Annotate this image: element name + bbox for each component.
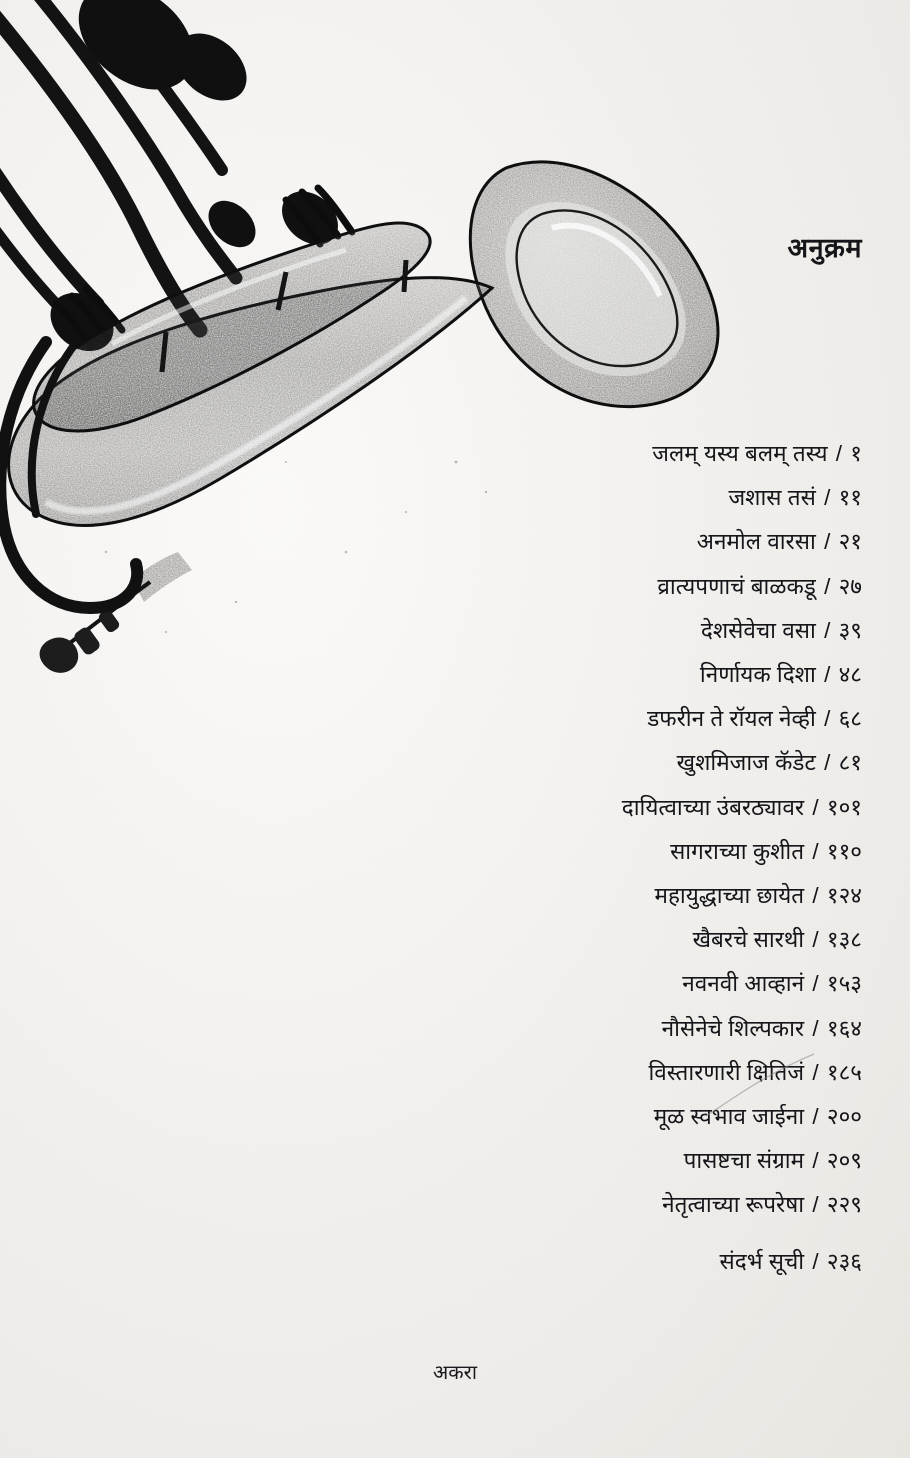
toc-entry-title: पासष्टचा संग्राम — [683, 1148, 805, 1174]
toc-entry — [0, 962, 862, 1006]
toc-entry-page: ३९ — [838, 617, 862, 643]
toc-entry-page: २०९ — [826, 1148, 862, 1174]
toc-entry-title: जशास तसं — [728, 485, 816, 511]
toc-entry-title: देशसेवेचा वसा — [700, 617, 816, 643]
toc-separator: / — [812, 883, 819, 909]
toc-separator: / — [812, 838, 819, 864]
toc-separator: / — [824, 662, 831, 688]
toc-entry — [0, 874, 862, 918]
toc-entry-page: १६४ — [826, 1015, 862, 1041]
toc-entry-page: २०० — [826, 1104, 862, 1130]
toc-entry-page: २३६ — [826, 1248, 862, 1274]
toc-entry-title: नेतृत्वाच्या रूपरेषा — [662, 1192, 805, 1218]
toc-separator: / — [812, 1248, 819, 1274]
toc-separator: / — [824, 485, 831, 511]
toc-entry-title: सागराच्या कुशीत — [670, 838, 805, 864]
toc-entry — [0, 1139, 862, 1183]
toc-entry-page: १८५ — [826, 1059, 862, 1085]
toc-entry-title: अनमोल वारसा — [696, 529, 816, 555]
toc-separator: / — [824, 529, 831, 555]
toc-entry — [0, 476, 862, 520]
toc-entry — [0, 432, 862, 476]
toc-separator: / — [824, 617, 831, 643]
toc-entry-title: नवनवी आव्हानं — [682, 971, 805, 997]
toc-separator: / — [835, 441, 843, 466]
toc-entry-title: मूळ स्वभाव जाईना — [653, 1104, 805, 1130]
toc-entry — [0, 653, 862, 697]
toc-entry-page: ११० — [826, 838, 862, 864]
toc-separator: / — [824, 750, 831, 776]
toc-entry-title: विस्तारणारी क्षितिजं — [648, 1059, 805, 1085]
toc-entry-title: खुशमिजाज कॅडेट — [676, 750, 816, 776]
toc-entry-title: जलम् यस्य बलम् तस्य — [652, 441, 828, 466]
toc-entry-title: महायुद्धाच्या छायेत — [654, 883, 805, 909]
toc-separator: / — [812, 1104, 819, 1130]
toc-entry-page: १२४ — [826, 883, 862, 909]
toc-entry — [0, 830, 862, 874]
toc-entry-page: १३८ — [826, 927, 862, 953]
toc-entry-page: १०१ — [826, 794, 862, 820]
toc-entry — [0, 1051, 862, 1095]
toc-entry — [0, 697, 862, 741]
toc-separator: / — [812, 1015, 819, 1041]
page-folio: अकरा — [433, 1362, 477, 1384]
toc-entry — [0, 741, 862, 785]
toc-entry-title: निर्णायक दिशा — [699, 662, 816, 688]
toc-entry — [0, 1183, 862, 1227]
toc-entry — [0, 918, 862, 962]
toc-separator: / — [812, 971, 819, 997]
toc-separator: / — [812, 1192, 819, 1218]
toc-entry — [0, 565, 862, 609]
toc-entry — [0, 1007, 862, 1051]
toc-entry-page: ८१ — [838, 750, 862, 776]
toc-entry-page: २७ — [838, 573, 862, 599]
toc-entry-page: ६८ — [838, 706, 862, 732]
toc-entry-title: खैबरचे सारथी — [692, 927, 805, 953]
toc-entry — [0, 1240, 862, 1284]
toc-separator: / — [824, 573, 831, 599]
toc-entry-title: डफरीन ते रॉयल नेव्ही — [647, 706, 816, 732]
toc-separator: / — [824, 706, 831, 732]
toc-separator: / — [812, 927, 819, 953]
toc-entry — [0, 609, 862, 653]
toc-separator: / — [812, 1148, 819, 1174]
toc-entry-title: नौसेनेचे शिल्पकार — [661, 1015, 805, 1041]
table-of-contents — [0, 432, 862, 1284]
toc-entry — [0, 786, 862, 830]
toc-entry-title: संदर्भ सूची — [719, 1248, 805, 1274]
toc-entry-title: दायित्वाच्या उंबरठ्यावर — [621, 794, 805, 820]
toc-entry-page: १५३ — [826, 971, 862, 997]
toc-entry-page: २१ — [838, 529, 862, 555]
toc-entry-page: ११ — [838, 485, 862, 511]
toc-separator: / — [812, 794, 819, 820]
page-title: अनुक्रम — [787, 233, 862, 263]
toc-separator: / — [812, 1059, 819, 1085]
toc-entry-page: १ — [850, 441, 862, 466]
toc-entry — [0, 1095, 862, 1139]
toc-entry — [0, 520, 862, 564]
toc-entry-title: व्रात्यपणाचं बाळकडू — [657, 573, 816, 599]
toc-entry-page: २२९ — [826, 1192, 862, 1218]
toc-entry-page: ४८ — [838, 662, 862, 688]
